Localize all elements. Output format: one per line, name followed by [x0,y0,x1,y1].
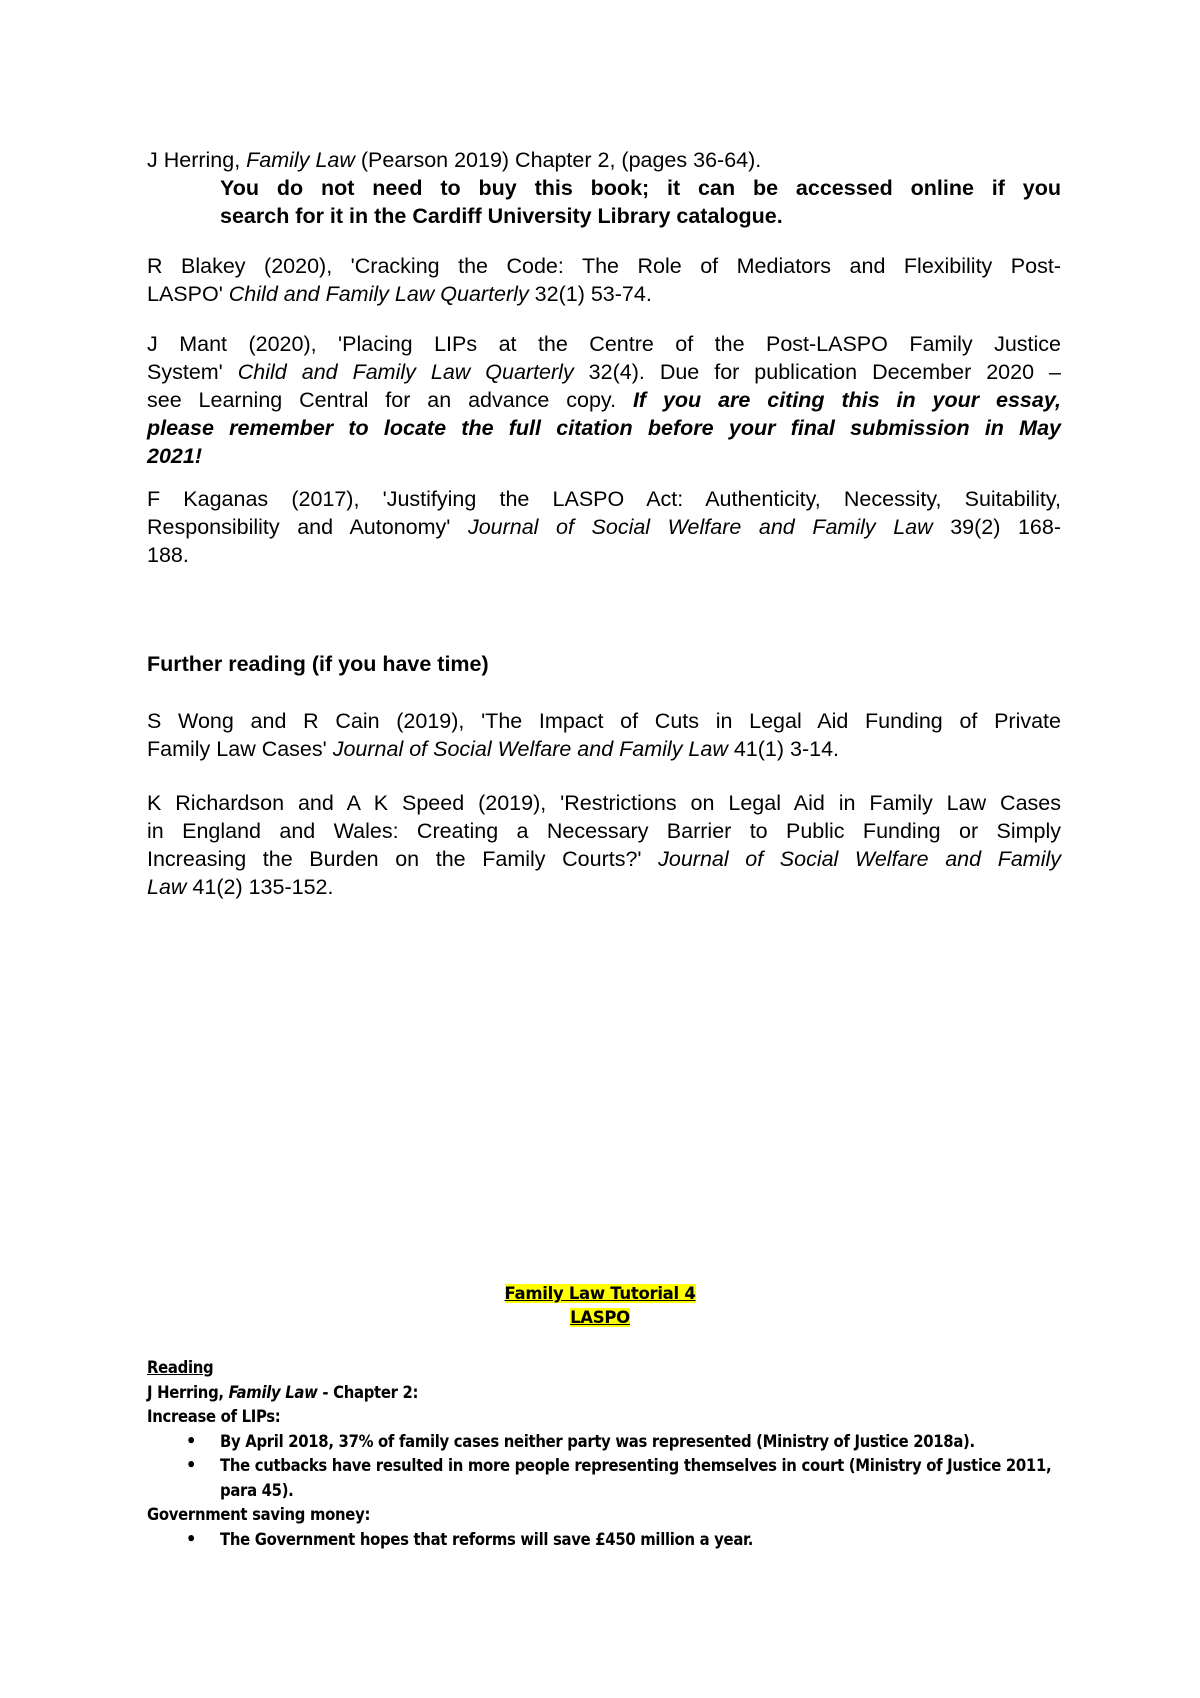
citation-line: K Richardson and A K Speed (2019), 'Restrictions on Legal Aid in Family Law Cases [147,791,1061,815]
tutorial-notes [147,1356,1077,1552]
reading-entry-mant [147,330,1061,470]
citing-reminder-line: please remember to locate the full citation before your final submission in May [147,416,1061,440]
access-note-line2: search for it in the Cardiff University Library catalogue. [220,204,783,228]
book-title: Family Law [246,148,355,172]
reading-entry-kaganas [147,485,1061,569]
citation-line: Increasing the Burden on the Family Courts?' Journal of Social Welfare and Family [147,847,1062,871]
list-item: • The cutbacks have resulted in more people representing themselves in court (Ministry of Justice 2011, para 45). [147,1454,1077,1503]
citing-reminder-line: 2021! [147,444,202,468]
citation-line: Family Law Cases' Journal of Social Welfare and Family Law 41(1) 3-14. [147,737,840,761]
citation-line: see Learning Central for an advance copy. If you are citing this in your essay, [147,388,1061,412]
section-heading-saving: Government saving money: [147,1505,371,1524]
citation-line: System' Child and Family Law Quarterly 32(4). Due for publication December 2020 – [147,360,1061,384]
access-note-line1: You do not need to buy this book; it can be accessed online if you [220,176,1061,200]
citation-line: F Kaganas (2017), 'Justifying the LASPO Act: Authenticity, Necessity, Suitability, [147,487,1061,511]
journal-title: Journal of Social Welfare and Family Law [332,737,728,761]
tutorial-subtitle: LASPO [570,1308,630,1327]
citation-line: 188. [147,543,189,567]
reading-entry-blakey [147,252,1061,308]
tutorial-title: Family Law Tutorial 4 [504,1284,696,1303]
reading-label: Reading [147,1358,214,1377]
citation-herring: J Herring, Family Law (Pearson 2019) Chapter 2, (pages 36-64). [147,148,762,172]
further-entry-richardson [147,789,1061,901]
citing-reminder: If you are citing this in your essay, [632,388,1061,412]
citation-line: Responsibility and Autonomy' Journal of Social Welfare and Family Law 39(2) 168- [147,515,1061,539]
journal-title: Journal of Social Welfare and Family [658,847,1062,871]
journal-title: Journal of Social Welfare and Family Law [467,515,933,539]
citation-line: in England and Wales: Creating a Necessary Barrier to Public Funding or Simply [147,819,1061,843]
journal-title: Law [147,875,187,899]
further-entry-wong [147,707,1061,763]
list-item: • By April 2018, 37% of family cases neither party was represented (Ministry of Justice 2018a). [147,1430,1077,1455]
tutorial-title-block [0,1282,1200,1330]
section-heading-lips: Increase of LIPs: [147,1407,281,1426]
journal-title: Child and Family Law Quarterly [237,360,574,384]
citation-line: Law 41(2) 135-152. [147,875,334,899]
citation-line: R Blakey (2020), 'Cracking the Code: The Role of Mediators and Flexibility Post- [147,254,1061,278]
list-item: • The Government hopes that reforms will save £450 million a year. [147,1528,1077,1553]
reading-entry-herring [147,146,1061,230]
herring-chapter-line: J Herring, Family Law - Chapter 2: [147,1382,419,1402]
book-title: Family Law [228,1382,318,1402]
citation-line: S Wong and R Cain (2019), 'The Impact of Cuts in Legal Aid Funding of Private [147,709,1061,733]
bullet-list-saving [147,1528,1077,1553]
further-reading-heading: Further reading (if you have time) [147,652,489,676]
citation-line: J Mant (2020), 'Placing LIPs at the Centre of the Post-LASPO Family Justice [147,332,1061,356]
bullet-list-lips [147,1430,1077,1504]
journal-title: Child and Family Law Quarterly [228,282,529,306]
citation-line: LASPO' Child and Family Law Quarterly 32(1) 53-74. [147,282,652,306]
